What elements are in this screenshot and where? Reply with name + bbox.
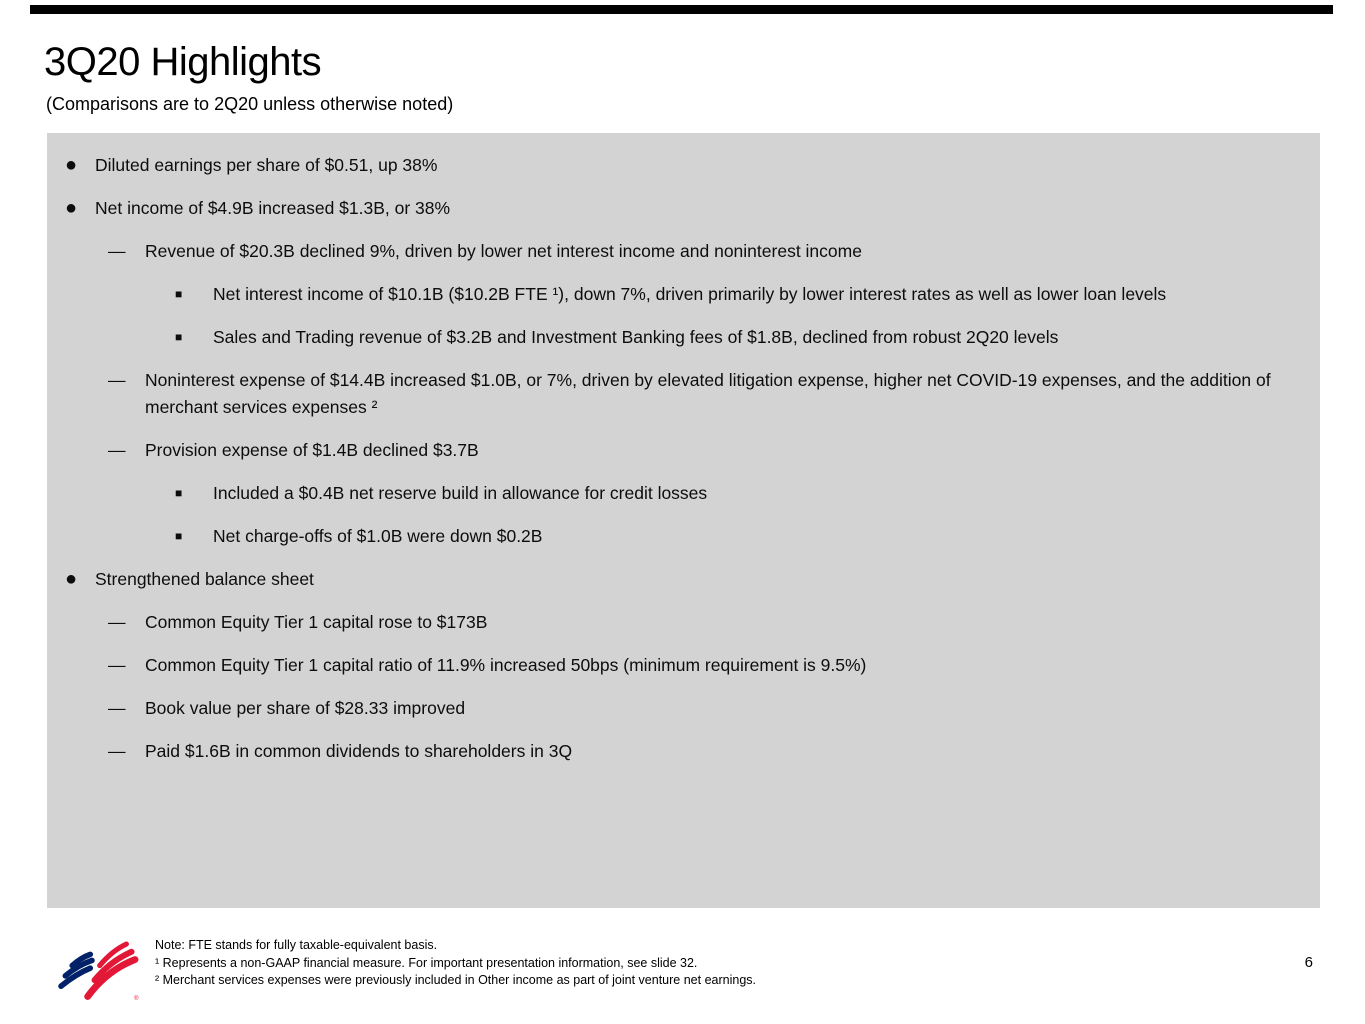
list-item [65,566,1320,593]
slide-title: 3Q20 Highlights [44,40,322,84]
list-item [108,695,1320,722]
highlights-panel [47,133,1320,908]
list-item-text: Net charge-offs of $1.0B were down $0.2B [213,526,543,546]
list-item [175,324,1320,351]
list-item-text: Net interest income of $10.1B ($10.2B FTE ¹), down 7%, driven primarily by lower interest rates as well as lower loan levels [213,284,1167,304]
list-item [108,738,1320,765]
list-item-text: Book value per share of $28.33 improved [145,698,466,718]
bullet-marker-icon: ● [65,197,78,219]
footer [55,934,756,1002]
list-item-text: Common Equity Tier 1 capital ratio of 11.9% increased 50bps (minimum requirement is 9.5%) [145,655,867,675]
bullet-marker-icon: — [108,370,126,390]
list-item [175,523,1320,550]
list-item-text: Strengthened balance sheet [95,569,314,589]
list-item-text: Paid $1.6B in common dividends to shareholders in 3Q [145,741,573,761]
list-item-text: Included a $0.4B net reserve build in allowance for credit losses [213,483,708,503]
list-item-text: Sales and Trading revenue of $3.2B and Investment Banking fees of $1.8B, declined from robust 2Q20 levels [213,327,1059,347]
list-item [175,281,1320,308]
list-item-text: Revenue of $20.3B declined 9%, driven by lower net interest income and noninterest income [145,241,862,261]
bullet-marker-icon: ● [65,154,78,176]
bullet-marker-icon: ■ [175,287,183,301]
list-item-text: Diluted earnings per share of $0.51, up 38% [95,155,438,175]
list-item [108,238,1320,265]
list-item [108,609,1320,636]
bank-of-america-flag-icon [55,936,141,1002]
bullet-marker-icon: ■ [175,330,183,344]
bullet-marker-icon: ■ [175,486,183,500]
list-item [65,152,1320,179]
list-item-text: Common Equity Tier 1 capital rose to $173B [145,612,488,632]
top-rule [30,5,1333,14]
bullet-marker-icon: — [108,612,126,632]
footnote-line: ¹ Represents a non-GAAP financial measure. For important presentation information, see slide 32. [155,955,698,970]
page-number: 6 [1304,954,1313,971]
bullet-marker-icon: — [108,655,126,675]
bullet-marker-icon: ■ [175,529,183,543]
slide-subtitle: (Comparisons are to 2Q20 unless otherwise noted) [46,94,454,114]
bullet-marker-icon: — [108,440,126,460]
list-item [65,195,1320,222]
footnotes [155,934,756,990]
bullet-marker-icon: ● [65,568,78,590]
registered-mark: ® [134,995,139,1002]
highlights-list [47,152,1320,765]
bullet-marker-icon: — [108,241,126,261]
list-item-text: Noninterest expense of $14.4B increased $1.0B, or 7%, driven by elevated litigation expense, higher net COVID-19 expenses, and the addition of merchant services expenses ² [145,370,1271,417]
footnote-line: ² Merchant services expenses were previously included in Other income as part of joint venture net earnings. [155,973,756,987]
list-item [108,437,1320,464]
list-item-text: Provision expense of $1.4B declined $3.7B [145,440,479,460]
bullet-marker-icon: — [108,698,126,718]
footnote-line: Note: FTE stands for fully taxable-equivalent basis. [155,938,438,952]
list-item-text: Net income of $4.9B increased $1.3B, or 38% [95,198,451,218]
list-item [175,480,1320,507]
bullet-marker-icon: — [108,741,126,761]
list-item [108,652,1320,679]
list-item [108,367,1320,421]
